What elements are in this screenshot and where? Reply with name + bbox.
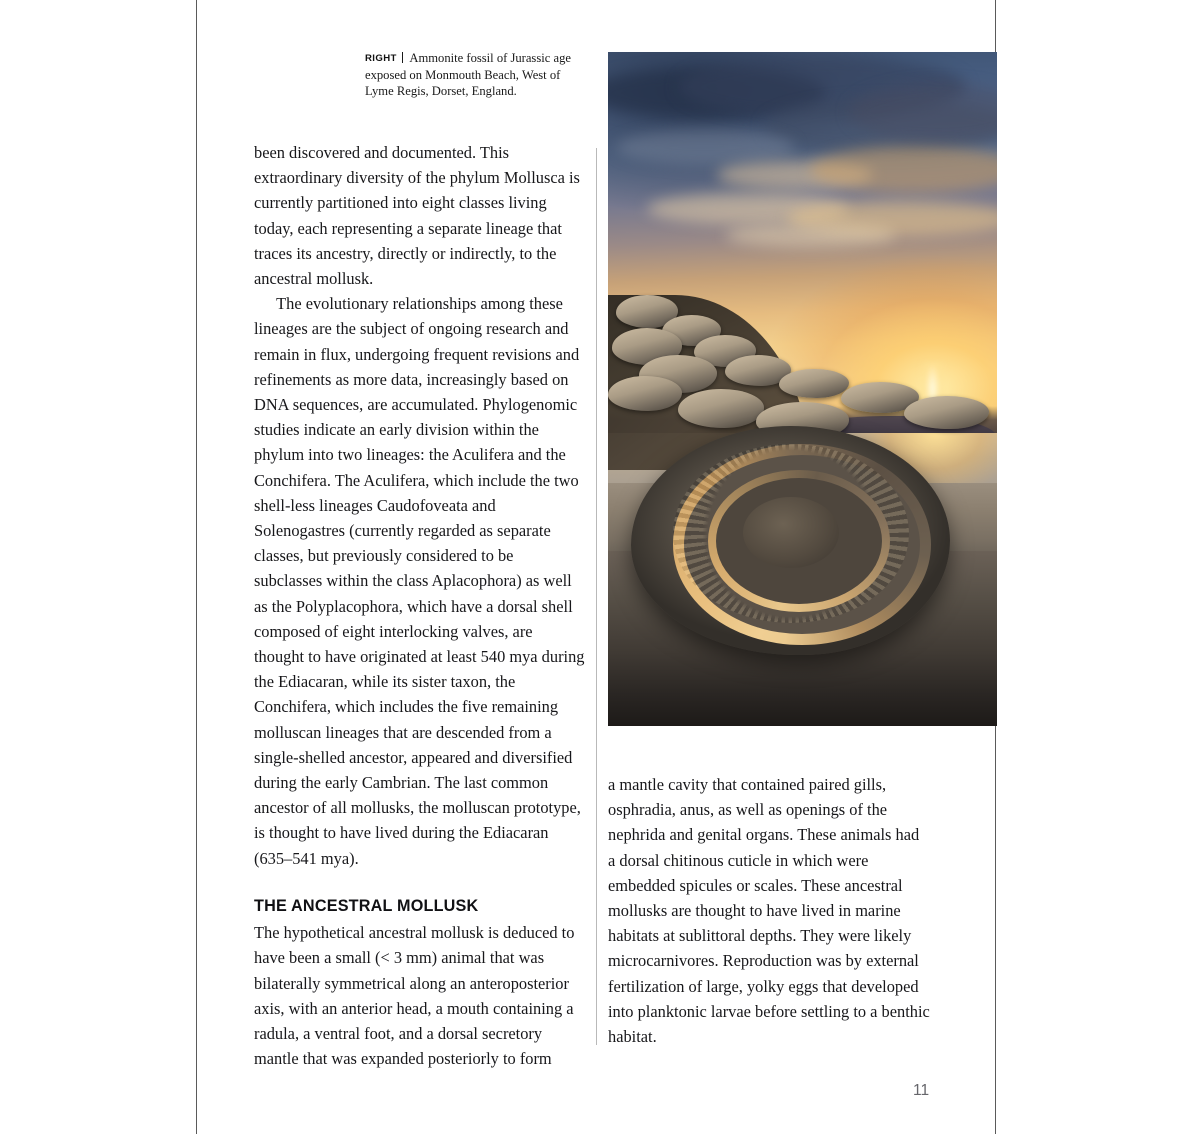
photo-cobble: [608, 376, 682, 411]
caption-kicker: RIGHT: [365, 52, 397, 64]
paragraph: a mantle cavity that contained paired gills, osphradia, anus, as well as openings of the nephrida and genital organs. These animals had a dorsal chitinous cuticle in which were embedded spicules or scales. These ancestral mollusks are thought to have lived in marine habitats at sublittoral depths. They were likely microcarnivores. Reproduction was by external fertilization of large, yolky eggs that developed into planktonic larvae before settling to a benthic habitat.: [608, 775, 930, 1047]
right-text-column: [608, 772, 930, 1049]
caption-text: Ammonite fossil of Jurassic age exposed on Monmouth Beach, West of Lyme Regis, Dorset, England.: [365, 51, 571, 99]
ammonite-fossil: [631, 426, 950, 655]
photo-cobble: [779, 369, 849, 399]
caption-divider-rule: [402, 52, 404, 63]
column-divider-rule: [596, 148, 597, 1045]
section-heading: THE ANCESTRAL MOLLUSK: [254, 896, 479, 915]
photo-cobble: [678, 389, 764, 428]
paragraph: The evolutionary relationships among these lineages are the subject of ongoing research and remain in flux, undergoing frequent revisions and refinements as more data, increasingly based on DNA sequences, are accumulated. Phylogenomic studies indicate an early division within the phylum into two lineages: the Aculifera and the Conchifera. The Aculifera, which include the two shell-less lineages Caudofoveata and Solenogastres (currently regarded as separate classes, but previously considered to be subclasses within the class Aplacophora) as well as the Polyplacophora, which have a dorsal shell composed of eight interlocking valves, are thought to have originated at least 540 mya during the Ediacaran, while its sister taxon, the Conchifera, which includes the five remaining molluscan lineages that are descended from a single-shelled ancestor, appeared and diversified during the early Cambrian. The last common ancestor of all mollusks, the molluscan prototype, is thought to have lived during the Ediacaran (635–541 mya).: [254, 294, 585, 868]
page-number: 11: [913, 1082, 930, 1099]
paragraph: been discovered and documented. This extraordinary diversity of the phylum Mollusca is currently partitioned into eight classes living today, each representing a separate lineage that traces its ancestry, directly or indirectly, to the ancestral mollusk.: [254, 143, 580, 289]
ammonite-core: [743, 497, 839, 568]
book-page-sheet: [196, 0, 996, 1134]
photo-cobble: [904, 396, 990, 430]
figure-caption: [365, 50, 573, 100]
paragraph: The hypothetical ancestral mollusk is deduced to have been a small (< 3 mm) animal that was bilaterally symmetrical along an anteroposterior axis, with an anterior head, a mouth containing a radula, a ventral foot, and a dorsal secretory mantle that was expanded posteriorly to form: [254, 923, 575, 1069]
left-text-column: [254, 140, 585, 1071]
ammonite-photograph: [608, 52, 997, 726]
